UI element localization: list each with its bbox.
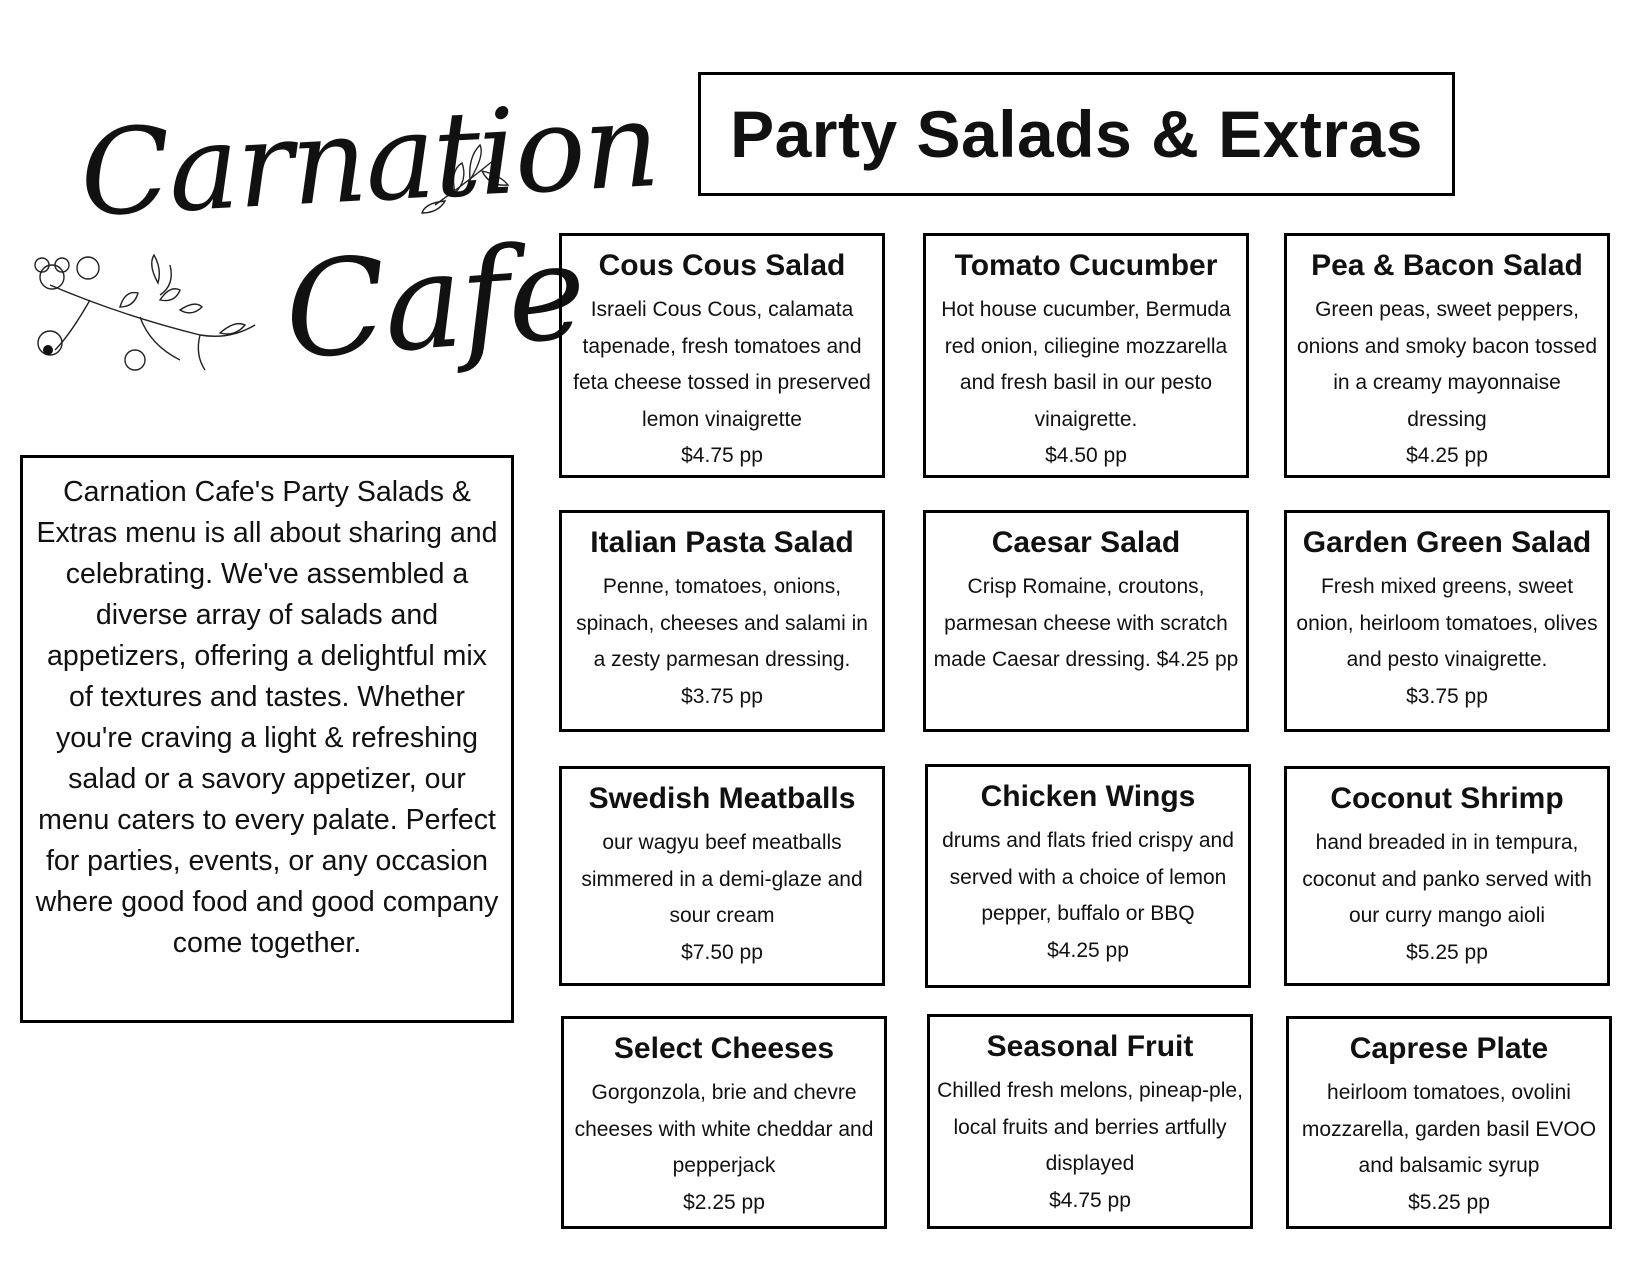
menu-item-description: drums and flats fried crispy and served with a choice of lemon pepper, buffalo or BBQ [942, 829, 1234, 925]
menu-item-price: $3.75 pp [681, 684, 763, 708]
menu-item-name: Tomato Cucumber [954, 249, 1218, 282]
menu-item-name: Garden Green Salad [1302, 526, 1592, 559]
menu-item-description: Chilled fresh melons, pineap-ple, local fruits and berries artfully displayed [937, 1079, 1243, 1175]
menu-item-description: our wagyu beef meatballs simmered in a demi-glaze and sour cream [581, 831, 863, 927]
menu-item-card [1284, 510, 1610, 732]
menu-item-name: Caesar Salad [991, 526, 1181, 559]
menu-item-name: Italian Pasta Salad [590, 526, 854, 559]
menu-item-price: $4.75 pp [681, 444, 763, 467]
menu-item-description: Crisp Romaine, croutons, parmesan cheese with scratch made Caesar dressing. $4.25 pp [933, 575, 1239, 671]
menu-item-name: Coconut Shrimp [1330, 782, 1564, 815]
menu-item-name: Seasonal Fruit [986, 1030, 1194, 1063]
menu-item-card [559, 233, 885, 478]
menu-item-name: Pea & Bacon Salad [1311, 249, 1583, 282]
menu-item-name: Swedish Meatballs [588, 782, 856, 815]
menu-item-price: $5.25 pp [1406, 940, 1488, 964]
menu-item-price: $7.50 pp [681, 940, 763, 964]
menu-item-name: Cous Cous Salad [598, 249, 846, 282]
menu-item-card [1284, 233, 1610, 478]
page-title: Party Salads & Extras [730, 97, 1423, 171]
menu-item-price: $4.25 pp [1406, 444, 1488, 467]
menu-item-card [559, 510, 885, 732]
menu-item-description: Gorgonzola, brie and chevre cheeses with white cheddar and pepperjack [574, 1081, 874, 1177]
menu-item-description: Green peas, sweet peppers, onions and smoky bacon tossed in a creamy mayonnaise dressing [1296, 298, 1598, 431]
menu-item-price: $4.50 pp [1045, 444, 1127, 467]
menu-item-card [1286, 1016, 1612, 1229]
intro-text: Carnation Cafe's Party Salads & Extras menu is all about sharing and celebrating. We've assembled a diverse array of salads and appetizers, offering a delightful mix of textures and tastes. Whether you're craving a light & refreshing salad or a savory appetizer, our menu caters to every palate. Perfect for parties, events, or any occasion where good food and good company come together. [35, 476, 499, 959]
menu-item-price: $4.25 pp [1047, 938, 1129, 962]
menu-title-box [698, 72, 1455, 196]
menu-item-description: Hot house cucumber, Bermuda red onion, ciliegine mozzarella and fresh basil in our pesto vinaigrette. [941, 298, 1231, 431]
menu-item-description: heirloom tomatoes, ovolini mozzarella, garden basil EVOO and balsamic syrup [1301, 1081, 1597, 1177]
menu-item-card [927, 1014, 1253, 1229]
intro-box [20, 455, 514, 1023]
menu-item-name: Select Cheeses [613, 1032, 835, 1065]
menu-item-price: $4.75 pp [1049, 1188, 1131, 1212]
menu-item-card [923, 510, 1249, 732]
menu-item-card [1284, 766, 1610, 986]
menu-item-description: hand breaded in in tempura, coconut and panko served with our curry mango aioli [1302, 831, 1592, 927]
menu-item-description: Penne, tomatoes, onions, spinach, cheeses and salami in a zesty parmesan dressing. [576, 575, 868, 671]
menu-item-name: Chicken Wings [980, 780, 1196, 813]
logo-text-cafe: Cafe [279, 214, 589, 390]
logo-text-carnation: Carnation [76, 74, 661, 244]
menu-item-price: $5.25 pp [1408, 1190, 1490, 1214]
menu-item-card [561, 1016, 887, 1229]
menu-item-price: $2.25 pp [683, 1190, 765, 1214]
menu-item-card [923, 233, 1249, 478]
menu-item-card [559, 766, 885, 986]
menu-item-price: $3.75 pp [1406, 684, 1488, 708]
menu-item-card [925, 764, 1251, 988]
cafe-logo [30, 74, 661, 405]
menu-item-name: Caprese Plate [1349, 1032, 1549, 1065]
menu-item-description: Fresh mixed greens, sweet onion, heirloom tomatoes, olives and pesto vinaigrette. [1296, 575, 1598, 671]
menu-item-description: Israeli Cous Cous, calamata tapenade, fresh tomatoes and feta cheese tossed in preserved lemon vinaigrette [573, 298, 871, 431]
